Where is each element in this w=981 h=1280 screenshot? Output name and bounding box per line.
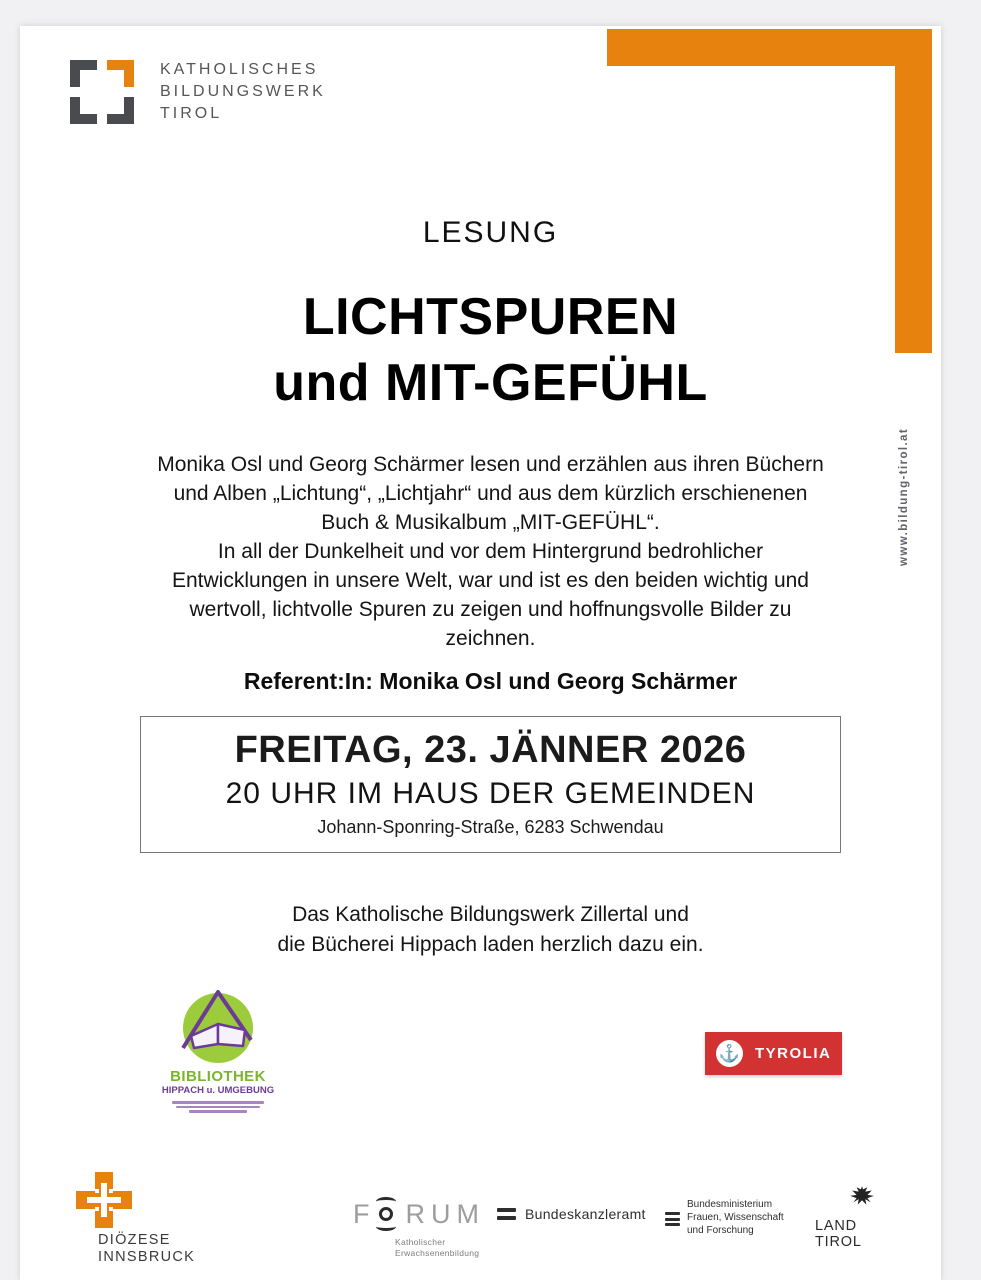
description-line: Entwicklungen in unsere Welt, war und ist es den beiden wichtig und [172, 569, 809, 592]
event-title-line1: LICHTSPUREN [302, 288, 679, 346]
austria-flag-icon [497, 1206, 516, 1221]
land-tirol-line2: TIROL [815, 1234, 862, 1250]
tyrol-eagle-icon [849, 1184, 875, 1210]
invitation-line1: Das Katholische Bildungswerk Zillertal und [292, 903, 689, 926]
bracket-corner-icon [70, 60, 97, 87]
bm-line1: Bundesministerium [687, 1199, 773, 1210]
bibliothek-logo [158, 984, 278, 1115]
forum-logo [353, 1197, 485, 1258]
brand-line: TIROL [160, 105, 223, 122]
land-tirol-logo [815, 1184, 875, 1250]
website-url-vertical: www.bildung-tirol.at [898, 427, 910, 566]
land-tirol-wordmark [815, 1218, 875, 1250]
bibliothek-title: BIBLIOTHEK [170, 1068, 266, 1085]
anchor-icon: ⚓ [716, 1040, 743, 1067]
smallprint-line [176, 1106, 260, 1109]
bundesministerium-wordmark [687, 1198, 784, 1237]
description-line: In all der Dunkelheit und vor dem Hintergrund bedrohlicher [217, 540, 764, 563]
event-venue: 20 UHR IM HAUS DER GEMEINDEN [225, 777, 756, 810]
event-kicker: LESUNG [422, 216, 559, 249]
bibliothek-smallprint [158, 1101, 278, 1113]
forum-letter-f: F [353, 1198, 376, 1229]
bracket-corner-icon [107, 97, 134, 124]
brand-wordmark [160, 59, 326, 125]
referent-line: Referent:In: Monika Osl und Georg Schärmer [243, 668, 738, 694]
forum-sub-line1: Katholischer [395, 1237, 446, 1247]
event-description [120, 450, 861, 653]
orange-corner-bar-vertical [895, 29, 932, 353]
description-line: zeichnen. [445, 627, 536, 650]
flyer-page [20, 26, 941, 1280]
event-date: FREITAG, 23. JÄNNER 2026 [234, 729, 747, 771]
bundeskanzleramt-logo [497, 1206, 646, 1222]
forum-letters-rum: RUM [405, 1198, 485, 1229]
brand-line: KATHOLISCHES [160, 61, 319, 78]
description-line: Monika Osl und Georg Schärmer lesen und erzählen aus ihren Büchern [157, 453, 824, 476]
smallprint-line [172, 1101, 264, 1104]
bm-line2: Frauen, Wissenschaft [687, 1212, 784, 1223]
forum-wordmark [353, 1197, 485, 1231]
description-line: und Alben „Lichtung“, „Lichtjahr“ und aus dem kürzlich erschienenen [173, 482, 808, 505]
bundeskanzleramt-label: Bundeskanzleramt [525, 1206, 646, 1222]
event-title [100, 284, 881, 416]
tyrolia-label: TYROLIA [755, 1045, 832, 1062]
invitation-text [140, 900, 841, 960]
description-line: Buch & Musikalbum „MIT-GEFÜHL“. [321, 511, 660, 534]
event-address: Johann-Sponring-Straße, 6283 Schwendau [317, 817, 664, 837]
bm-line3: und Forschung [687, 1225, 754, 1236]
invitation-line2: die Bücherei Hippach laden herzlich dazu ein. [277, 933, 704, 956]
smallprint-line [189, 1110, 247, 1113]
brand-line: BILDUNGSWERK [160, 83, 326, 100]
dioezese-line2: INNSBRUCK [98, 1249, 196, 1265]
forum-subtitle [395, 1237, 485, 1258]
forum-o-icon [376, 1197, 400, 1231]
austria-flag-icon [665, 1201, 680, 1237]
bibliothek-house-book-icon [161, 984, 275, 1064]
description-line: wertvoll, lichtvolle Spuren zu zeigen und hoffnungsvolle Bilder zu [189, 598, 792, 621]
tyrolia-logo [705, 1032, 842, 1075]
bibliothek-subtitle: HIPPACH u. UMGEBUNG [161, 1085, 275, 1096]
kbw-logo-mark [70, 60, 134, 124]
dioezese-line1: DIÖZESE [98, 1232, 171, 1248]
forum-sub-line2: Erwachsenenbildung [395, 1247, 480, 1258]
land-tirol-line1: LAND [815, 1218, 857, 1234]
orange-cross-icon [75, 1171, 133, 1229]
orange-corner-bar-horizontal [607, 29, 932, 66]
bundesministerium-logo [665, 1198, 784, 1237]
dioezese-wordmark [98, 1232, 195, 1266]
dioezese-innsbruck-logo [70, 1171, 195, 1266]
bracket-corner-icon [70, 97, 97, 124]
event-title-line2: und MIT-GEFÜHL [273, 354, 708, 412]
bracket-corner-orange-icon [107, 60, 134, 87]
date-box [140, 716, 841, 853]
